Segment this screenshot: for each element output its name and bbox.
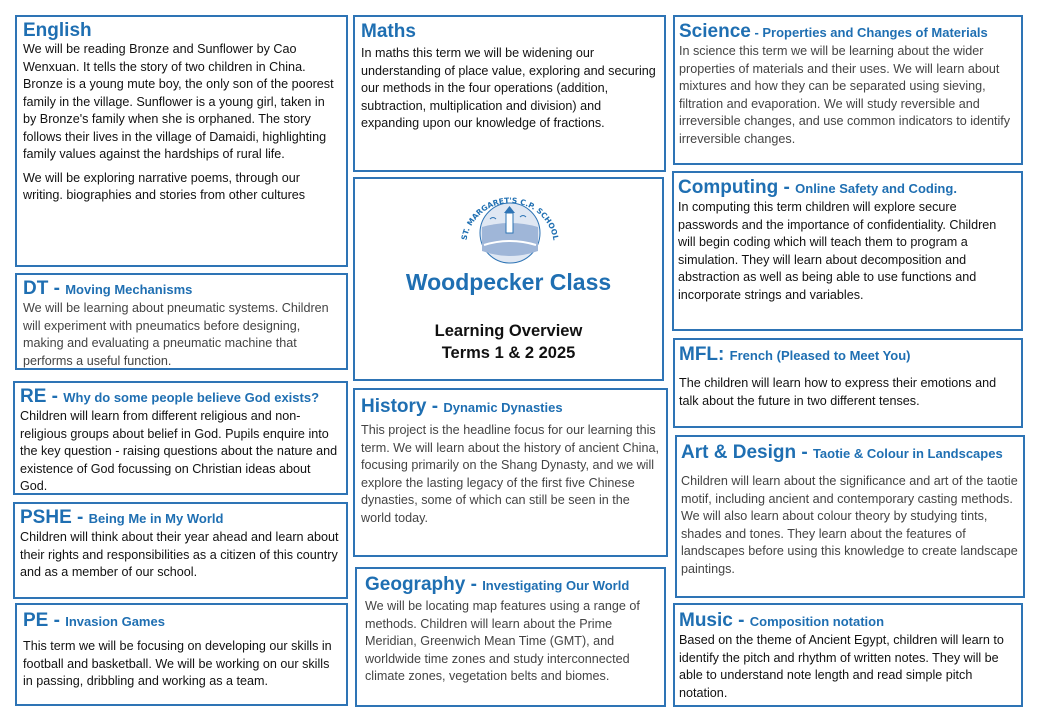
pshe-heading [20,507,341,529]
geography-title: Geography - [365,574,483,595]
pshe-panel [13,502,348,599]
mfl-body: The children will learn how to express their emotions and talk about the future in two different tenses. [679,376,997,408]
music-panel [673,603,1023,707]
pshe-body: Children will think about their year ahead and learn about their rights and responsibilities as a citizen of this country and as a member of our school. [20,530,339,579]
history-panel [353,388,668,557]
pe-title: PE - [23,610,66,631]
mfl-title: MFL: [679,344,730,365]
center-title-panel [353,177,664,381]
computing-title: Computing - [678,177,796,198]
pe-subtitle: Invasion Games [65,614,165,629]
dt-heading [23,278,340,300]
dt-subtitle: Moving Mechanisms [65,282,193,297]
geography-subtitle: Investigating Our World [482,578,630,593]
english-paragraph-1: We will be reading Bronze and Sunflower by Cao Wenxuan. It tells the story of two children in China. Bronze is a young mute boy, the only son of the poorest family in the village. Sunflower is a young girl, taken in by Bronze's family when she is orphaned. The story follows their lives in the village of Damaidi, highlighting family values against the hardships of rural life. [23,42,334,161]
overview-line-2: Terms 1 & 2 2025 [441,344,576,362]
art-title: Art & Design - [681,442,813,463]
history-heading [361,396,660,418]
overview-line-1: Learning Overview [434,322,583,340]
geography-panel [355,567,666,707]
science-panel [673,15,1023,165]
overview-heading [355,320,662,364]
school-logo [450,189,570,271]
art-subtitle: Taotie & Colour in Landscapes [812,446,1003,461]
english-paragraph-2: We will be exploring narrative poems, through our writing. biographies and stories from other cultures [23,170,306,202]
art-body: Children will learn about the significance and art of the taotie motif, including ancient and contemporary casting methods. We will also learn about colour theory by studying tints, shades and tones. They learn about the features of landscapes before using this knowledge to create landscape paintings. [681,474,1018,576]
science-body: In science this term we will be learning about the wider properties of materials and their uses. We will learn about mixtures and how they can be separated using sieving, filtration and evaporation. We will study reversible and irreversible changes, and use common indicators to identify irreversible changes. [679,44,1011,146]
pe-panel [15,603,348,706]
pe-body: This term we will be focusing on developing our skills in football and basketball. We will be working on our skills in passing, dribbling and working as a team. [23,639,332,688]
history-title: History - [361,396,444,417]
mfl-panel [673,338,1023,428]
geography-heading [365,574,656,596]
maths-panel [353,15,666,172]
re-heading [20,386,341,408]
science-heading [679,21,1017,43]
re-subtitle: Why do some people believe God exists? [63,390,320,405]
pe-heading [23,610,340,632]
maths-title: Maths [361,21,416,42]
history-subtitle: Dynamic Dynasties [443,400,563,415]
computing-subtitle: Online Safety and Coding. [795,181,957,196]
english-panel [15,15,348,267]
re-panel [13,381,348,495]
history-body: This project is the headline focus for our learning this term. We will learn about the history of ancient China, focusing primarily on the Shang Dynasty, and we will explore the lasting legacy of the first five Chinese dynasties, some of which can still be seen in the world today. [361,423,659,525]
science-subtitle: - Properties and Changes of Materials [750,25,988,40]
computing-body: In computing this term children will explore secure passwords and the importance of confidentiality. Children will begin coding which will teach them to program a simulation. They will learn about decomposition and abstraction as well as being able to use functions and incorporate strings and variables. [678,200,997,302]
music-title: Music - [679,610,750,631]
dt-panel [15,273,348,370]
dt-title: DT - [23,278,66,299]
logo-text: ST. MARGARET'S C.P. SCHOOL [459,195,561,241]
computing-panel [672,171,1023,331]
mfl-subtitle: French (Pleased to Meet You) [729,348,911,363]
re-body: Children will learn from different religious and non-religious groups about belief in God. Pupils enquire into the key question - raising questions about the nature and existence of God focussing on Christian ideas about God. [20,409,338,493]
music-body: Based on the theme of Ancient Egypt, children will learn to identify the pitch and rhythm of written notes. They will be able to understand note length and read simple pitch notation. [679,633,1004,700]
pshe-title: PSHE - [20,507,89,528]
pshe-subtitle: Being Me in My World [88,511,224,526]
re-title: RE - [20,386,64,407]
music-subtitle: Composition notation [749,614,885,629]
science-title: Science [679,21,751,42]
mfl-heading [679,344,1017,366]
art-heading [681,442,1019,464]
maths-body: In maths this term we will be widening our understanding of place value, exploring and securing our methods in the four operations (addition, subtraction, multiplication and division) and expanding upon our knowledge of fractions. [361,46,656,130]
dt-body: We will be learning about pneumatic systems. Children will experiment with pneumatics before designing, making and evaluating a pneumatic machine that performs a useful function. [23,301,329,368]
computing-heading [678,177,1017,199]
geography-body: We will be locating map features using a range of methods. Children will learn about the Prime Meridian, Greenwich Mean Time (GMT), and worldwide time zones and study interconnected climate zones, vegetation belts and biomes. [365,599,640,683]
art-panel [675,435,1025,598]
music-heading [679,610,1017,632]
class-title: Woodpecker Class [405,269,612,295]
english-title: English [23,20,92,41]
